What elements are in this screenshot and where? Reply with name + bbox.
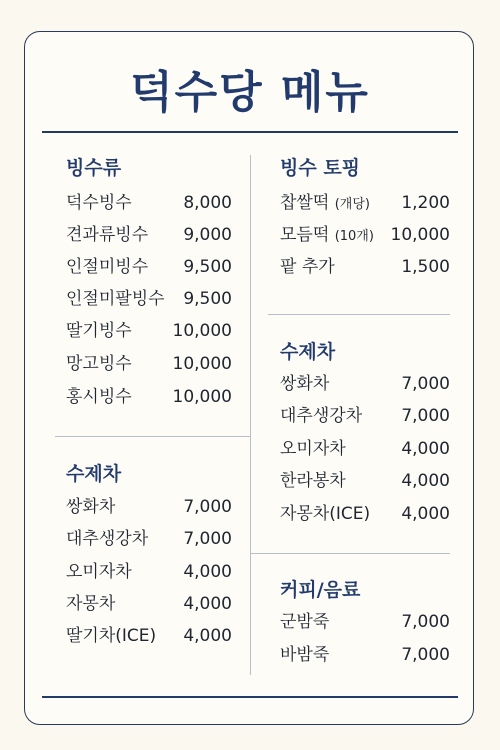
item-name: 오미자차 [280,439,346,459]
item-price: 1,500 [401,257,450,277]
left-section-divider [55,436,250,437]
item-name [280,190,370,218]
right-section-divider-2 [250,553,450,554]
item-name: 쌍화차 [66,497,116,517]
column-divider [250,155,251,675]
menu-item [280,642,450,668]
menu-item [66,286,232,312]
item-name-text: 모듬떡 [280,225,330,245]
item-price: 7,000 [401,374,450,394]
menu-item [280,222,450,248]
menu-item [66,494,232,520]
menu-item [280,403,450,429]
menu-item [66,318,232,344]
item-name: 대추생강차 [280,406,363,426]
item-price: 4,000 [183,626,232,646]
item-price: 9,500 [183,289,232,309]
item-name: 망고빙수 [66,354,132,374]
menu-item [66,526,232,552]
section-title-bingsu: 빙수류 [66,157,122,179]
item-price: 7,000 [183,529,232,549]
item-note: (10개) [334,229,374,244]
item-name: 딸기차(ICE) [66,626,157,646]
menu-item [280,609,450,635]
section-title-tea: 수제차 [66,463,122,485]
item-price: 1,200 [401,193,450,213]
item-name: 자몽차 [66,594,116,614]
menu-item [280,436,450,462]
item-name: 바밤죽 [280,645,330,665]
item-name: 대추생강차 [66,529,149,549]
item-name: 자몽차(ICE) [280,504,371,524]
item-name: 딸기빙수 [66,321,132,341]
item-name-text: 찹쌀떡 [280,193,330,213]
menu-item [280,254,450,280]
menu-item [66,222,232,248]
item-name: 한라봉차 [280,471,346,491]
right-section-divider-1 [268,314,450,315]
item-price: 7,000 [183,497,232,517]
item-name: 인절미팔빙수 [66,289,165,309]
menu-item [66,351,232,377]
item-name: 오미자차 [66,562,132,582]
menu-item [66,591,232,617]
menu-item [66,384,232,410]
menu-item [66,623,232,649]
menu-item [66,190,232,216]
item-price: 9,500 [183,257,232,277]
item-price: 10,000 [172,354,232,374]
item-name: 팥 추가 [280,257,335,277]
item-name: 덕수빙수 [66,193,132,213]
section-title-topping: 빙수 토핑 [280,157,361,179]
menu-item [280,501,450,527]
item-price: 10,000 [172,387,232,407]
item-price: 7,000 [401,612,450,632]
item-name: 쌍화차 [280,374,330,394]
item-price: 10,000 [172,321,232,341]
item-price: 4,000 [401,471,450,491]
item-price: 4,000 [183,562,232,582]
item-price: 7,000 [401,645,450,665]
menu-item [66,559,232,585]
section-title-tea: 수제차 [280,341,336,363]
item-price: 10,000 [390,225,450,245]
menu-title: 덕수당 메뉴 [130,67,370,118]
item-price: 7,000 [401,406,450,426]
item-name: 인절미빙수 [66,257,149,277]
item-name: 견과류빙수 [66,225,149,245]
item-name: 군밤죽 [280,612,330,632]
item-price: 4,000 [401,504,450,524]
top-rule [42,131,458,133]
menu-item [280,468,450,494]
item-price: 8,000 [183,193,232,213]
item-price: 4,000 [183,594,232,614]
item-note: (개당) [334,197,370,212]
section-title-coffee: 커피/음료 [280,579,361,601]
bottom-rule [42,696,458,698]
menu-item [66,254,232,280]
item-price: 9,000 [183,225,232,245]
menu-item [280,371,450,397]
item-name [280,222,374,250]
item-name: 홍시빙수 [66,387,132,407]
menu-item [280,190,450,216]
item-price: 4,000 [401,439,450,459]
